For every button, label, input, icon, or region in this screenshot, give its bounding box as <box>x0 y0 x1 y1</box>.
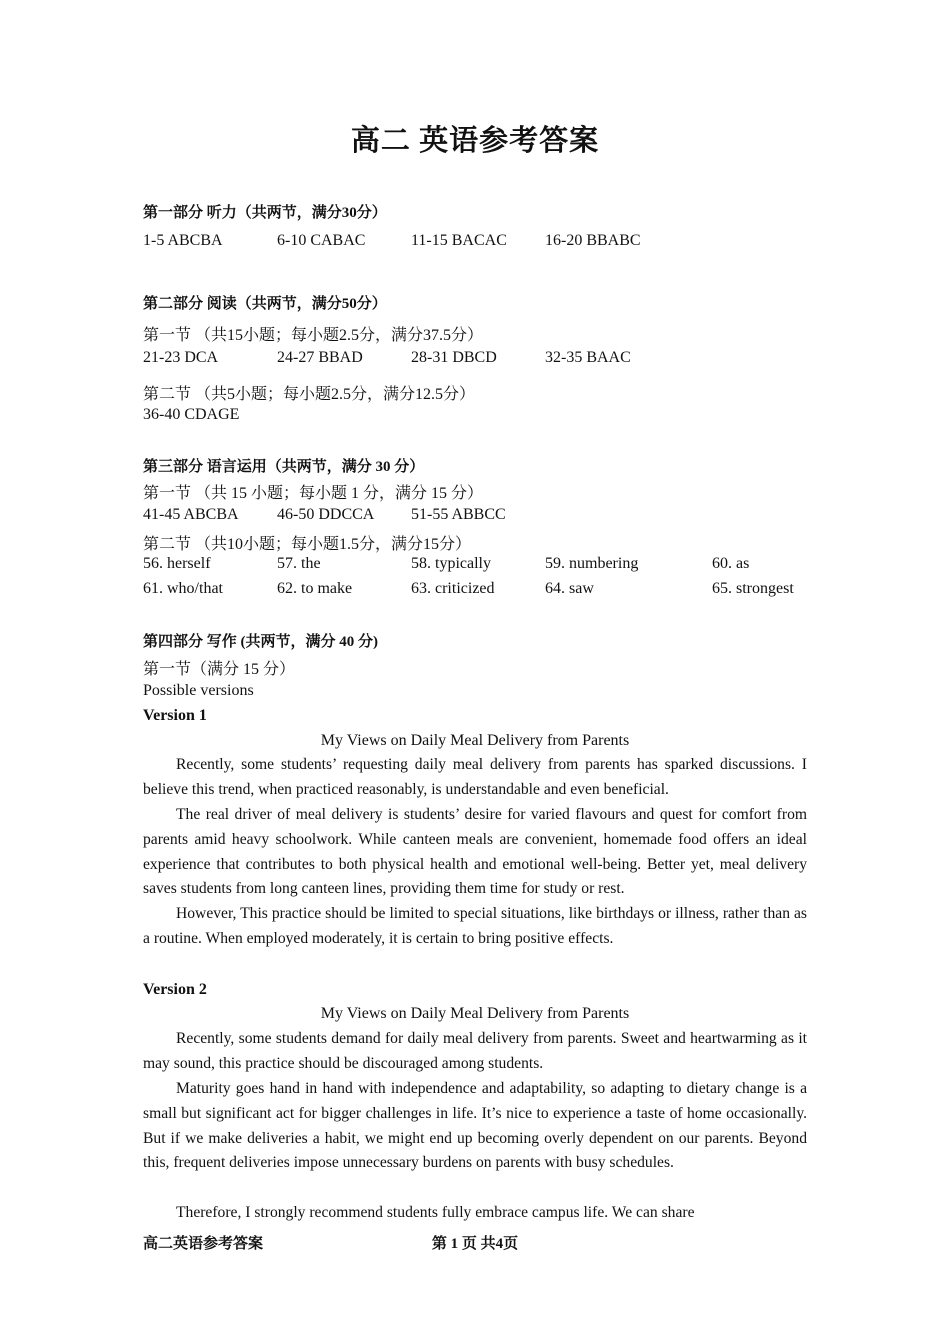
part4-section1-label: 第一节（满分 15 分） <box>143 661 296 678</box>
part3-section1-label: 第一节 （共 15 小题；每小题 1 分，满分 15 分） <box>143 485 484 502</box>
part4-heading: 第四部分 写作 (共两节，满分 40 分) <box>143 634 378 650</box>
version1-paragraph-2: The real driver of meal delivery is students’ desire for varied flavours and quest for comfort from parents amid heavy schoolwork. While canteen meals are convenient, homemade food offers an ideal experience that contributes to both physical health and emotional well-being. Better yet, meal delivery saves students from long canteen lines, providing them time for study or rest. <box>143 806 807 898</box>
answer-group: 51-55 ABBCC <box>411 506 506 523</box>
version2-paragraph-3: Therefore, I strongly recommend students fully embrace campus life. We can share <box>176 1204 695 1221</box>
part3-heading: 第三部分 语言运用（共两节，满分 30 分） <box>143 459 425 475</box>
footer-doc-title: 高二英语参考答案 <box>143 1236 264 1252</box>
answer-group: 32-35 BAAC <box>545 349 631 366</box>
answer-group: 1-5 ABCBA <box>143 232 223 249</box>
answer-item: 62. to make <box>277 580 353 597</box>
answer-item: 57. the <box>277 555 321 572</box>
answer-group: 28-31 DBCD <box>411 349 497 366</box>
version1-label: Version 1 <box>143 707 207 724</box>
part2-section1-label: 第一节 （共15小题；每小题2.5分，满分37.5分） <box>143 327 484 344</box>
version2-paragraph-2: Maturity goes hand in hand with independence and adaptability, so adapting to dietary change is a small but significant act for bigger challenges in life. It’s nice to experience a taste of home occasionally. But if we make deliveries a habit, we might end up becoming overly dependent on our parents. Beyond this, frequent deliveries impose unnecessary burdens on parents with busy schedules. <box>143 1080 807 1172</box>
answer-group: 41-45 ABCBA <box>143 506 239 523</box>
version1-essay-title: My Views on Daily Meal Delivery from Parents <box>320 732 630 749</box>
footer-page-number: 第 1 页 共4页 <box>431 1236 519 1252</box>
version1-paragraph-1: Recently, some students’ requesting daily meal delivery from parents has sparked discussions. I believe this trend, when practiced reasonably, is understandable and even beneficial. <box>143 756 807 798</box>
answer-group: 6-10 CABAC <box>277 232 366 249</box>
part3-section2-label: 第二节 （共10小题；每小题1.5分，满分15分） <box>143 536 472 553</box>
answer-item: 60. as <box>712 555 750 572</box>
answer-item: 65. strongest <box>712 580 794 597</box>
answer-group: 16-20 BBABC <box>545 232 641 249</box>
part2-section2-answers: 36-40 CDAGE <box>143 406 240 423</box>
version2-label: Version 2 <box>143 981 207 998</box>
possible-versions-label: Possible versions <box>143 682 254 699</box>
answer-item: 63. criticized <box>411 580 495 597</box>
answer-item: 58. typically <box>411 555 491 572</box>
answer-item: 64. saw <box>545 580 594 597</box>
answer-group: 46-50 DDCCA <box>277 506 375 523</box>
answer-item: 56. herself <box>143 555 211 572</box>
page-title: 高二 英语参考答案 <box>350 125 600 157</box>
answer-group: 24-27 BBAD <box>277 349 363 366</box>
version2-essay-title: My Views on Daily Meal Delivery from Parents <box>320 1005 630 1022</box>
version1-paragraph-3: However, This practice should be limited to special situations, like birthdays or illness, rather than as a routine. When employed moderately, it is certain to bring positive effects. <box>143 905 807 947</box>
version2-paragraph-1: Recently, some students demand for daily meal delivery from parents. Sweet and heartwarming as it may sound, this practice should be discouraged among students. <box>143 1030 807 1072</box>
part1-heading: 第一部分 听力（共两节，满分30分） <box>143 205 387 221</box>
answer-group: 11-15 BACAC <box>411 232 507 249</box>
answer-group: 21-23 DCA <box>143 349 219 366</box>
answer-item: 61. who/that <box>143 580 223 597</box>
part2-heading: 第二部分 阅读（共两节，满分50分） <box>143 296 387 312</box>
answer-item: 59. numbering <box>545 555 639 572</box>
part2-section2-label: 第二节 （共5小题；每小题2.5分，满分12.5分） <box>143 386 476 403</box>
